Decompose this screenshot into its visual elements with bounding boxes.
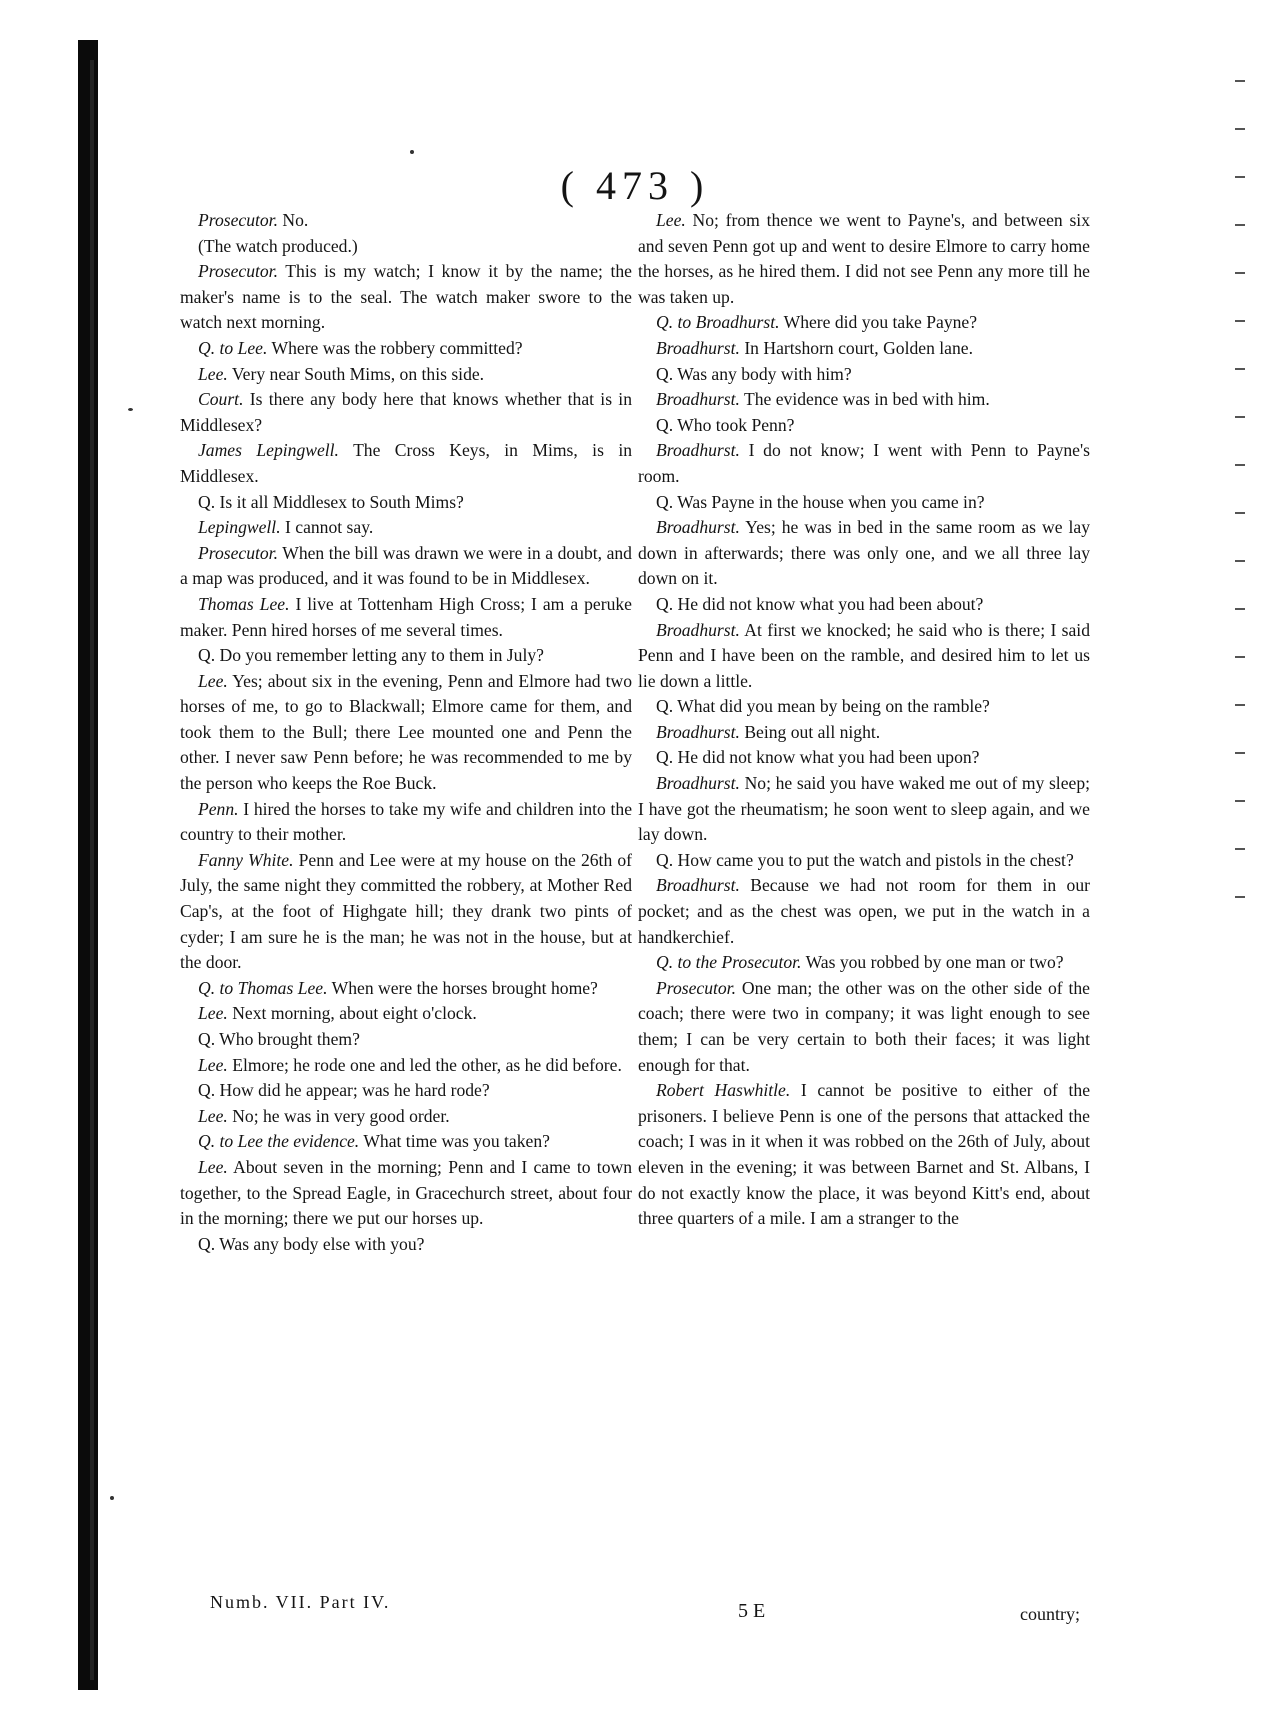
speaker-name: Broadhurst. bbox=[656, 337, 740, 358]
testimony-paragraph bbox=[638, 771, 1090, 848]
testimony-text: No; he said you have waked me out of my sleep; I have got the rheumatism; he soon went to sleep again, and we lay down. bbox=[638, 773, 1090, 845]
speaker-name: Broadhurst. bbox=[656, 517, 740, 538]
page-edge-marks bbox=[1235, 80, 1251, 1480]
testimony-paragraph bbox=[638, 362, 1090, 388]
testimony-text: The Cross Keys, in Mims, is in Middlesex. bbox=[180, 440, 633, 486]
testimony-paragraph bbox=[180, 797, 632, 848]
speaker-name: Thomas Lee. bbox=[198, 593, 290, 614]
testimony-text: Very near South Mims, on this side. bbox=[231, 363, 485, 384]
testimony-paragraph bbox=[180, 1232, 632, 1258]
speaker-name: Broadhurst. bbox=[656, 440, 740, 461]
speaker-name: Q. to Broadhurst. bbox=[656, 312, 780, 333]
speaker-name: Prosecutor. bbox=[198, 261, 278, 282]
speaker-name: Prosecutor. bbox=[656, 977, 736, 998]
speaker-name: James Lepingwell. bbox=[198, 440, 339, 461]
testimony-text: Q. Do you remember letting any to them in July? bbox=[198, 645, 544, 666]
testimony-paragraph bbox=[638, 848, 1090, 874]
testimony-text: When the bill was drawn we were in a doubt, and a map was produced, and it was found to be in Middlesex. bbox=[180, 542, 632, 589]
testimony-paragraph bbox=[638, 950, 1090, 976]
testimony-text: The evidence was in bed with him. bbox=[744, 389, 990, 410]
testimony-text: Q. He did not know what you had been about? bbox=[656, 593, 984, 614]
testimony-text: Q. Was any body else with you? bbox=[198, 1233, 425, 1254]
testimony-text: Elmore; he rode one and led the other, as he did before. bbox=[232, 1054, 622, 1075]
testimony-paragraph bbox=[180, 643, 632, 669]
testimony-paragraph bbox=[180, 336, 632, 362]
testimony-text: Next morning, about eight o'clock. bbox=[232, 1003, 477, 1024]
testimony-text: At first we knocked; he said who is there; I said Penn and I have been on the ramble, and desired him to let us lie down a little. bbox=[638, 619, 1090, 691]
testimony-paragraph bbox=[180, 541, 632, 592]
testimony-paragraph bbox=[180, 976, 632, 1002]
testimony-paragraph bbox=[180, 515, 632, 541]
right-column bbox=[638, 208, 1090, 1232]
speaker-name: Lee. bbox=[198, 1156, 228, 1177]
testimony-text: In Hartshorn court, Golden lane. bbox=[744, 337, 973, 358]
testimony-text: Being out all night. bbox=[744, 721, 881, 742]
speaker-name: Lee. bbox=[198, 363, 228, 384]
speaker-name: Prosecutor. bbox=[198, 542, 278, 563]
testimony-paragraph bbox=[180, 1053, 632, 1079]
speaker-name: Lee. bbox=[656, 210, 686, 230]
testimony-text: Where did you take Payne? bbox=[783, 312, 978, 333]
testimony-paragraph bbox=[638, 515, 1090, 592]
testimony-paragraph bbox=[180, 259, 632, 336]
testimony-paragraph bbox=[180, 1001, 632, 1027]
testimony-text: No; from thence we went to Payne's, and between six and seven Penn got up and went to desire Elmore to carry home the horses, as he hired them. I did not see Penn any more till he was taken up. bbox=[638, 210, 1090, 307]
testimony-paragraph bbox=[638, 413, 1090, 439]
testimony-paragraph bbox=[638, 336, 1090, 362]
page-number: ( 473 ) bbox=[560, 163, 710, 208]
testimony-paragraph bbox=[638, 1078, 1090, 1232]
footer-part-label: Numb. VII. Part IV. bbox=[210, 1592, 391, 1612]
ink-speck bbox=[110, 1496, 114, 1500]
speaker-name: Lee. bbox=[198, 670, 228, 691]
testimony-paragraph bbox=[180, 362, 632, 388]
speaker-name: Court. bbox=[198, 389, 244, 410]
testimony-paragraph bbox=[180, 592, 632, 643]
testimony-text: Q. Was any body with him? bbox=[656, 363, 852, 384]
testimony-text: Yes; he was in bed in the same room as we lay down in afterwards; there was only one, and we all three lay down on it. bbox=[638, 517, 1090, 589]
testimony-text: I live at Tottenham High Cross; I am a peruke maker. Penn hired horses of me several times. bbox=[180, 593, 632, 640]
binding-line bbox=[90, 60, 94, 1680]
testimony-text: Q. Who brought them? bbox=[198, 1029, 360, 1049]
binding-shadow bbox=[78, 40, 98, 1690]
ink-speck bbox=[128, 408, 133, 411]
testimony-paragraph bbox=[180, 234, 632, 260]
testimony-text: Q. Was Payne in the house when you came in? bbox=[656, 491, 985, 512]
testimony-text: This is my watch; I know it by the name; the maker's name is to the seal. The watch maker swore to the watch next morning. bbox=[180, 261, 632, 333]
speaker-name: Broadhurst. bbox=[656, 389, 740, 410]
speaker-name: Prosecutor. bbox=[198, 210, 278, 230]
testimony-paragraph bbox=[180, 1155, 632, 1232]
testimony-text: When were the horses brought home? bbox=[331, 977, 598, 998]
testimony-paragraph bbox=[638, 310, 1090, 336]
speaker-name: Q. to the Prosecutor. bbox=[656, 952, 802, 973]
speaker-name: Q. to Lee. bbox=[198, 337, 268, 358]
testimony-paragraph bbox=[638, 208, 1090, 310]
speaker-name: Broadhurst. bbox=[656, 619, 740, 640]
testimony-paragraph bbox=[638, 694, 1090, 720]
testimony-text: Q. He did not know what you had been upon? bbox=[656, 747, 980, 768]
testimony-paragraph bbox=[638, 387, 1090, 413]
testimony-paragraph bbox=[638, 720, 1090, 746]
testimony-paragraph bbox=[180, 490, 632, 516]
testimony-paragraph bbox=[180, 208, 632, 234]
testimony-text: What time was you taken? bbox=[363, 1131, 550, 1152]
testimony-paragraph bbox=[180, 1027, 632, 1053]
speaker-name: Q. to Thomas Lee. bbox=[198, 977, 328, 998]
testimony-text: One man; the other was on the other side of the coach; there were two in company; it was light enough to see them; I can be very certain to both their faces; it was light enough for that. bbox=[638, 977, 1090, 1075]
speaker-name: Lee. bbox=[198, 1105, 228, 1126]
testimony-text: No. bbox=[282, 210, 309, 230]
testimony-text: Q. Who took Penn? bbox=[656, 414, 795, 435]
testimony-text: I hired the horses to take my wife and children into the country to their mother. bbox=[180, 798, 632, 845]
testimony-paragraph bbox=[180, 438, 632, 489]
testimony-text: No; he was in very good order. bbox=[232, 1105, 450, 1126]
speaker-name: Q. to Lee the evidence. bbox=[198, 1131, 360, 1152]
testimony-text: Q. How did he appear; was he hard rode? bbox=[198, 1080, 490, 1101]
testimony-text: I do not know; I went with Penn to Payne's room. bbox=[638, 440, 1090, 486]
ink-speck bbox=[410, 150, 414, 154]
speaker-name: Broadhurst. bbox=[656, 875, 740, 896]
testimony-text: Where was the robbery committed? bbox=[271, 337, 523, 358]
testimony-text: Is there any body here that knows whether that is in Middlesex? bbox=[180, 389, 632, 435]
testimony-text: Q. How came you to put the watch and pistols in the chest? bbox=[656, 849, 1074, 870]
testimony-paragraph bbox=[180, 848, 632, 976]
testimony-text: About seven in the morning; Penn and I came to town together, to the Spread Eagle, in Gracechurch street, about four in the morning; there we put our horses up. bbox=[180, 1156, 632, 1229]
testimony-paragraph bbox=[638, 438, 1090, 489]
speaker-name: Robert Haswhitle. bbox=[656, 1080, 791, 1101]
testimony-paragraph bbox=[638, 745, 1090, 771]
speaker-name: Penn. bbox=[198, 798, 239, 819]
testimony-text: Q. Is it all Middlesex to South Mims? bbox=[198, 491, 464, 512]
testimony-text: Q. What did you mean by being on the ramble? bbox=[656, 696, 990, 717]
testimony-paragraph bbox=[180, 1129, 632, 1155]
testimony-paragraph bbox=[638, 618, 1090, 695]
testimony-text: Was you robbed by one man or two? bbox=[805, 952, 1064, 973]
speaker-name: Lee. bbox=[198, 1054, 228, 1075]
testimony-paragraph bbox=[180, 1078, 632, 1104]
testimony-paragraph bbox=[638, 976, 1090, 1078]
catchword: country; bbox=[1020, 1604, 1080, 1624]
speaker-name: Broadhurst. bbox=[656, 721, 740, 742]
testimony-text: Because we had not room for them in our pocket; and as the chest was open, we put in the watch in a handkerchief. bbox=[638, 875, 1091, 947]
testimony-text: I cannot say. bbox=[285, 517, 374, 538]
testimony-text: Yes; about six in the evening, Penn and Elmore had two horses of me, to go to Blackwall; Elmore came for them, and took them to the Bull; there Lee mounted one and Penn the other. I never saw Penn before; he was recommended to me by the person who keeps the Roe Buck. bbox=[180, 670, 632, 794]
printer-signature: 5 E bbox=[738, 1600, 766, 1622]
testimony-paragraph bbox=[180, 669, 632, 797]
testimony-text: (The watch produced.) bbox=[198, 235, 358, 256]
testimony-paragraph bbox=[180, 1104, 632, 1130]
speaker-name: Broadhurst. bbox=[656, 773, 740, 794]
testimony-paragraph bbox=[638, 592, 1090, 618]
left-column bbox=[180, 208, 632, 1257]
speaker-name: Lepingwell. bbox=[198, 517, 281, 538]
testimony-paragraph bbox=[638, 873, 1090, 950]
testimony-paragraph bbox=[180, 387, 632, 438]
testimony-paragraph bbox=[638, 490, 1090, 516]
speaker-name: Fanny White. bbox=[198, 849, 294, 870]
testimony-text: Penn and Lee were at my house on the 26th of July, the same night they committed the robbery, at Mother Red Cap's, at the foot of Highgate hill; they drank two pints of cyder; I am sure he is the man; he was not in the house, but at the door. bbox=[180, 849, 632, 973]
speaker-name: Lee. bbox=[198, 1003, 228, 1024]
testimony-text: I cannot be positive to either of the prisoners. I believe Penn is one of the persons that attacked the coach; I was in it when it was robbed on the 26th of July, about eleven in the evening; it was between Barnet and St. Albans, I do not exactly know the place, it was beyond Kitt's end, about three quarters of a mile. I am a stranger to the bbox=[638, 1080, 1091, 1229]
